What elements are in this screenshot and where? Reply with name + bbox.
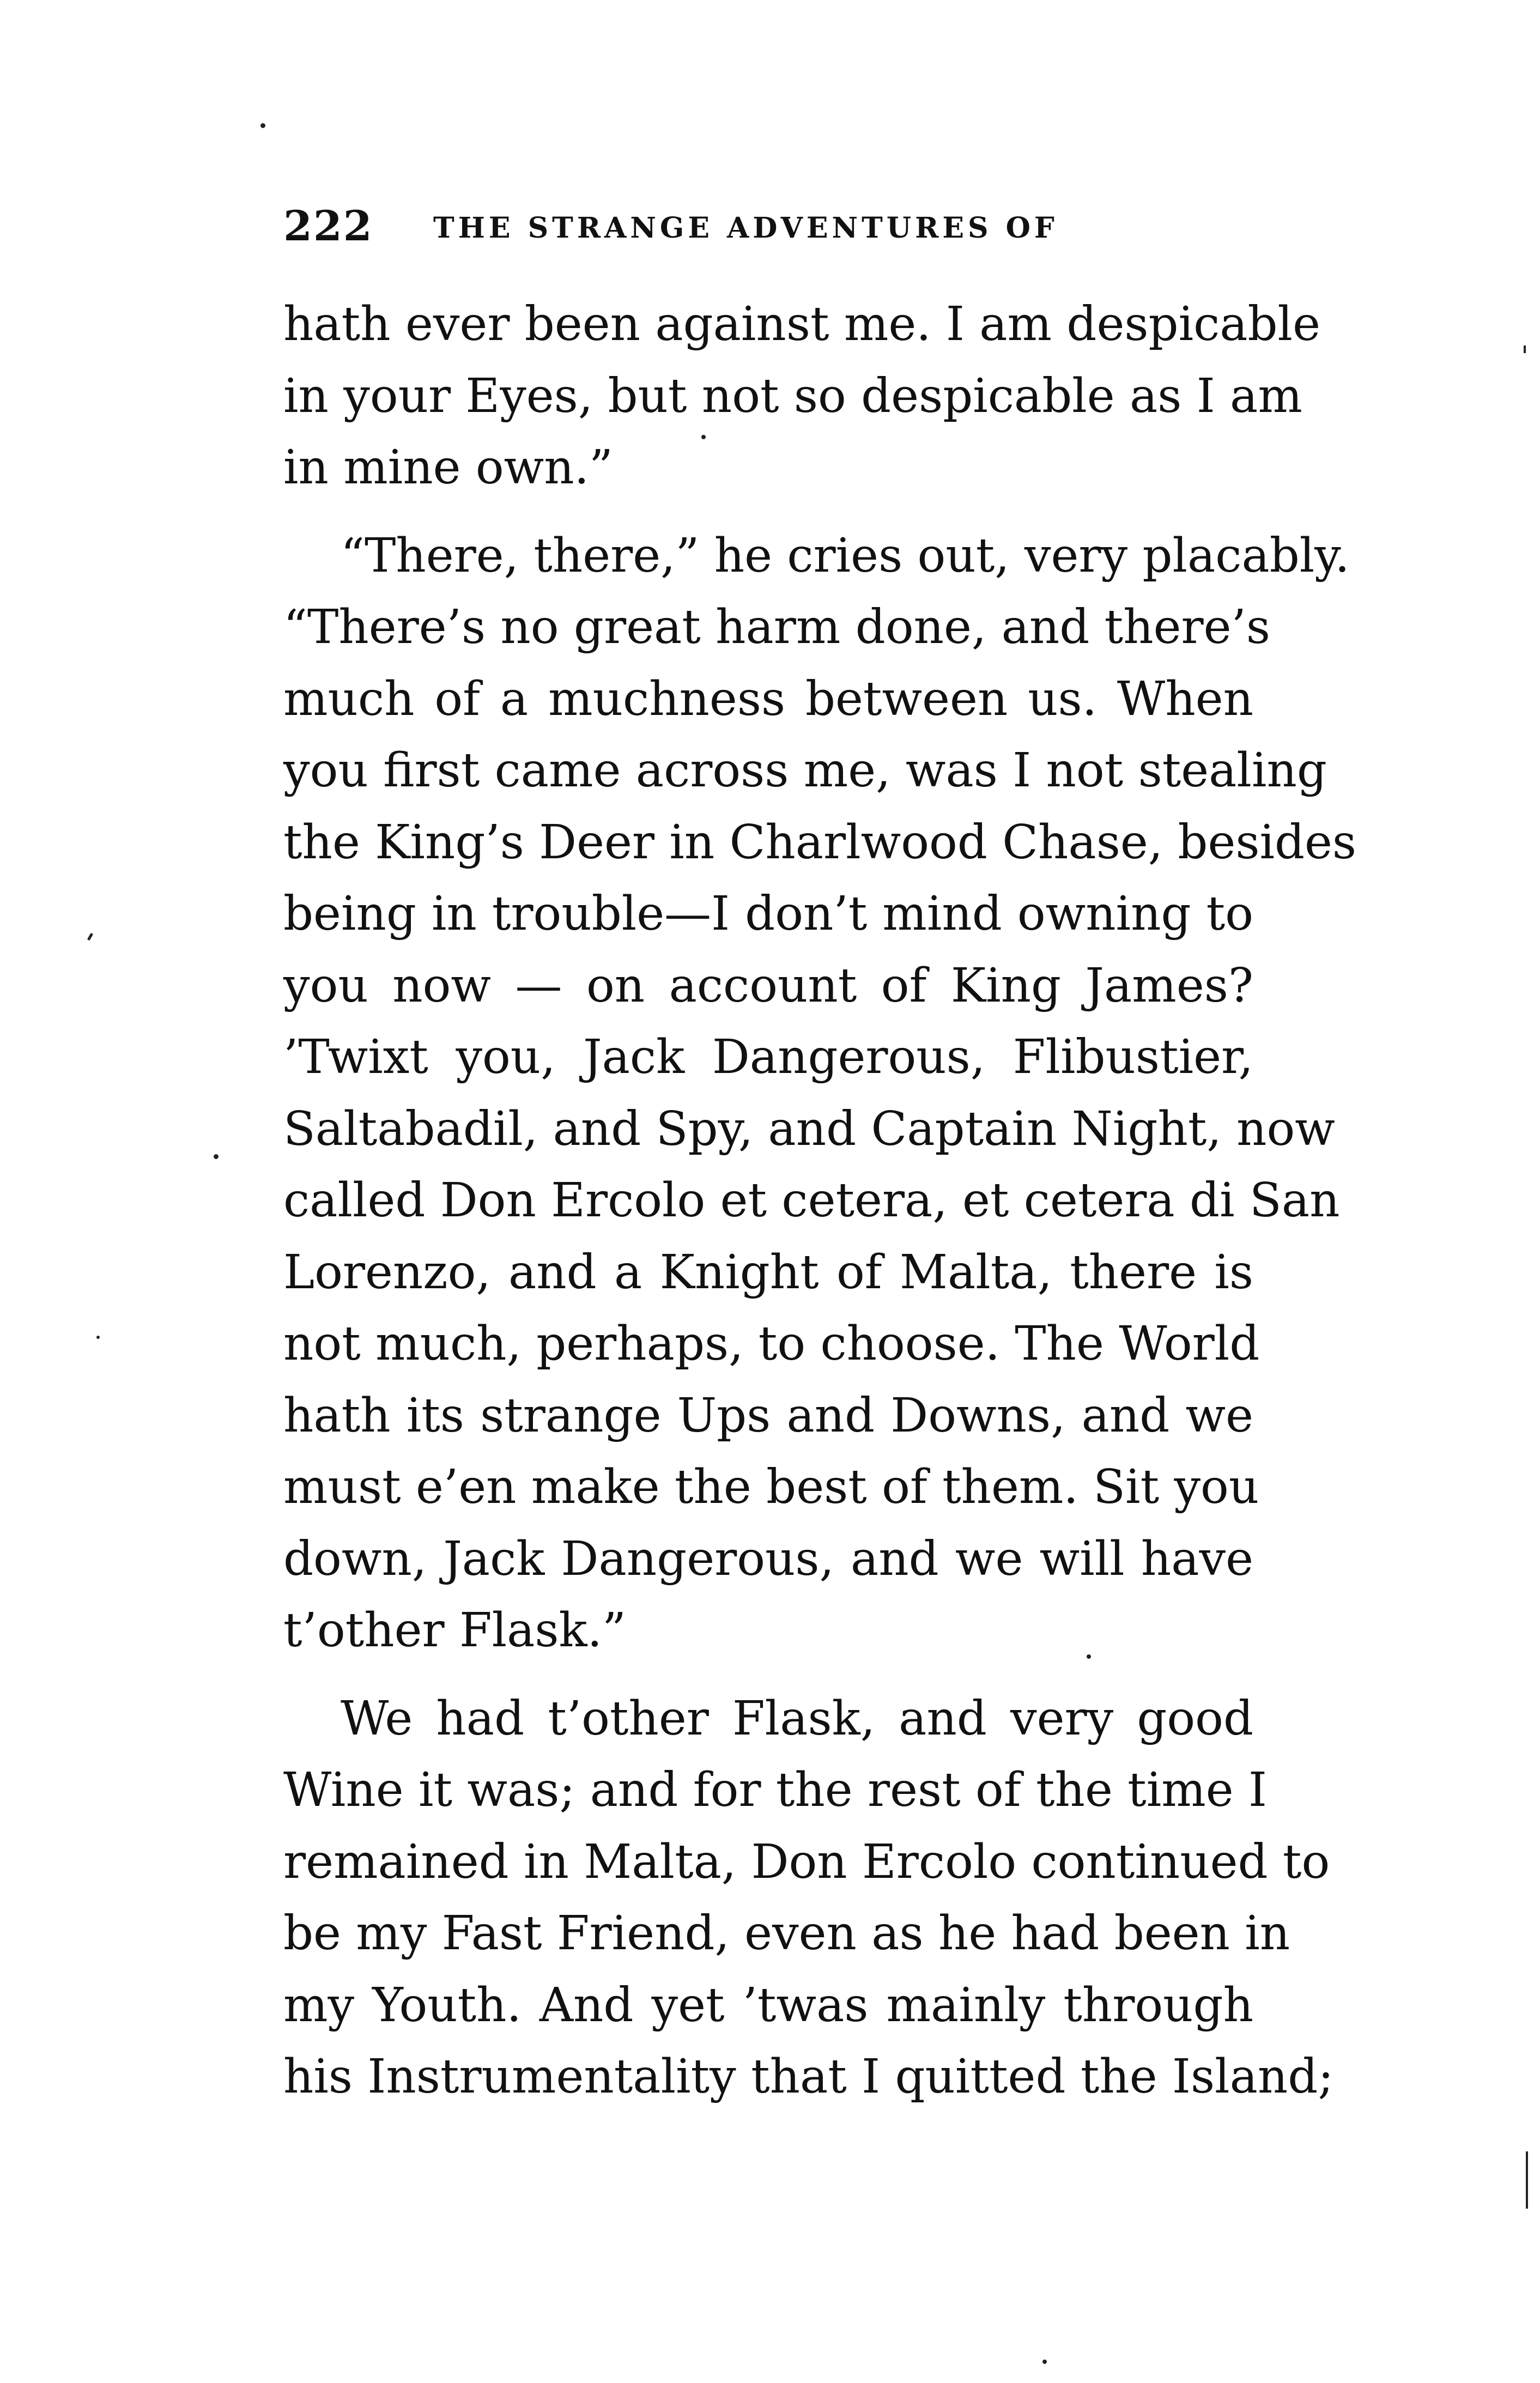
text-line: in your Eyes, but not so despicable as I am [283,368,1302,423]
text-line: not much, perhaps, to choose. The World [283,1317,1260,1371]
text-line: “There, there,” he cries out, very placably. [341,528,1350,583]
scan-speck [1087,1654,1091,1659]
text-line: ’Twixt you, Jack Dangerous, Flibustier, [283,1030,1253,1084]
scan-speck [214,1154,219,1159]
text-line: t’other Flask.” [283,1603,626,1658]
text-line: you first came across me, was I not stealing [283,743,1327,798]
text-line: We had t’other Flask, and very good [341,1691,1253,1746]
text-line: down, Jack Dangerous, and we will have [283,1531,1253,1586]
text-line: Saltabadil, and Spy, and Captain Night, now [283,1101,1335,1156]
page-number: 222 [283,202,373,250]
text-line: Wine it was; and for the rest of the time I [283,1763,1267,1817]
running-head [283,193,1264,259]
text-line: remained in Malta, Don Ercolo continued to [283,1834,1330,1889]
scan-speck [701,435,706,439]
text-line: my Youth. And yet ’twas mainly through [283,1978,1253,2033]
scan-speck [1042,2360,1047,2364]
text-line: in mine own.” [283,440,613,495]
text-line: “There’s no great harm done, and there’s [283,600,1270,654]
text-line: much of a muchness between us. When [283,671,1253,726]
paragraph-gap [283,1667,1253,1683]
text-line: be my Fast Friend, even as he had been in [283,1906,1290,1961]
paragraph-gap [283,504,1253,520]
text-line: hath ever been against me. I am despicable [283,297,1320,351]
scan-speck [1524,345,1526,353]
scan-speck [96,1336,100,1339]
text-line: hath its strange Ups and Downs, and we [283,1388,1253,1443]
running-title: THE STRANGE ADVENTURES OF [433,211,1058,245]
scan-edge-line [1526,2151,1528,2209]
paragraph [283,289,1320,504]
text-line: you now — on account of King James? [283,958,1253,1013]
scan-speck [87,933,93,941]
paragraph [283,1683,1334,2113]
scan-speck [260,123,265,128]
body-text [283,289,1357,2113]
text-line: called Don Ercolo et cetera, et cetera di San [283,1173,1340,1228]
text-line: his Instrumentality that I quitted the Island; [283,2049,1334,2104]
paragraph [283,520,1357,1667]
text-line: Lorenzo, and a Knight of Malta, there is [283,1245,1253,1300]
text-line: being in trouble—I don’t mind owning to [283,887,1253,941]
text-line: must e’en make the best of them. Sit you [283,1460,1259,1514]
text-line: the King’s Deer in Charlwood Chase, besides [283,815,1357,870]
